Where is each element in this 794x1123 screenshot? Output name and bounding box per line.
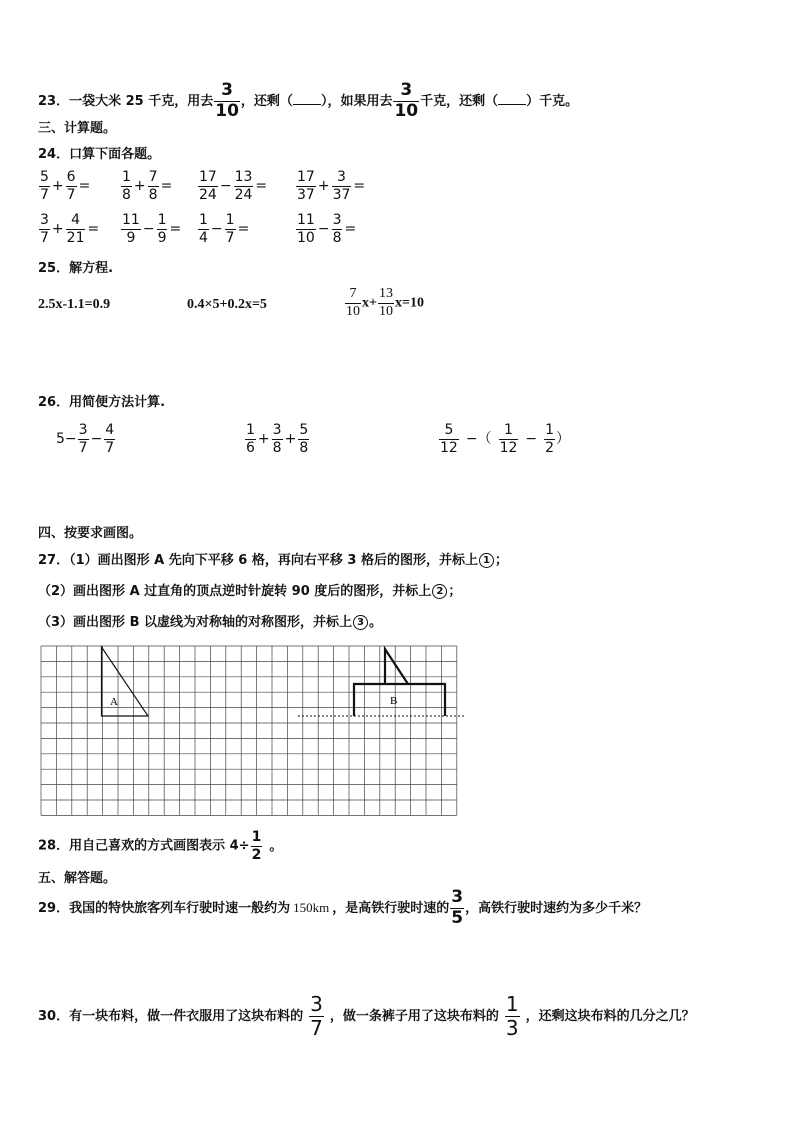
operator: ） <box>556 431 571 448</box>
question-text: ； <box>494 553 508 568</box>
question-text: 。 <box>269 838 283 854</box>
fraction: $\frac{4}{21}$ <box>66 212 85 246</box>
section-4-heading: 四、按要求画图。 <box>38 526 143 541</box>
fraction: $\frac{1}{8}$ <box>122 169 131 203</box>
oral-calc-item <box>120 170 173 202</box>
equation-text: x+ <box>362 295 377 311</box>
operator: − <box>210 221 223 238</box>
oral-calc-item <box>38 170 91 202</box>
circled-number-2: 2 <box>432 584 447 599</box>
fraction: $\frac{7}{8}$ <box>148 169 158 203</box>
circled-number-3: 3 <box>353 615 368 630</box>
question-text: 千克，还剩（ <box>420 93 499 109</box>
fraction: $\frac{1}{3}$ <box>505 992 519 1040</box>
fraction: $\frac{3}{7}$ <box>78 422 88 456</box>
equation-text: x=10 <box>394 295 424 311</box>
oral-calc-item <box>295 170 366 202</box>
fraction: $\frac{1}{7}$ <box>225 212 235 246</box>
question-text: ，是高铁行驶时速的 <box>332 900 450 916</box>
section-5-heading: 五、解答题。 <box>38 871 117 886</box>
q27-part-3 <box>38 615 382 630</box>
oral-calc-item <box>120 213 182 245</box>
fraction: $\frac{3}{8}$ <box>332 212 342 246</box>
operator: − <box>142 221 155 238</box>
operator: + <box>284 431 297 448</box>
oral-calc-item <box>197 170 268 202</box>
equals-sign: = <box>237 221 250 238</box>
operator: − <box>317 221 330 238</box>
question-30 <box>38 994 695 1039</box>
fraction: $\frac{3}{7}$ <box>40 212 49 246</box>
oral-calc-item <box>295 213 357 245</box>
shape-b-top-triangle <box>385 649 408 684</box>
equals-sign: = <box>344 221 357 238</box>
equals-sign: = <box>169 221 182 238</box>
equals-sign: = <box>78 178 91 195</box>
question-23 <box>38 82 578 121</box>
fraction: $\frac{5}{12}$ <box>440 422 458 456</box>
q26-expression-2 <box>244 423 310 455</box>
question-text: ； <box>448 584 462 599</box>
equation-3 <box>344 287 424 319</box>
fraction: $\frac{1}{6}$ <box>246 422 255 456</box>
question-text: 30．有一块布料，做一件衣服用了这块布料的 <box>38 1009 304 1024</box>
q26-expression-3 <box>438 423 570 455</box>
equation-2: 0.4×5+0.2x=5 <box>187 297 267 312</box>
fraction: $\frac{6}{7}$ <box>66 169 76 203</box>
question-text: ），如果用去 <box>320 93 393 109</box>
expr-text: 5− <box>56 431 77 448</box>
fraction: $\frac{4}{7}$ <box>105 422 115 456</box>
equals-sign: = <box>87 221 100 238</box>
operator: −（ <box>465 431 492 448</box>
fraction: $\frac{1}{2}$ <box>251 829 262 863</box>
question-text: ，做一条裤子用了这块布料的 <box>329 1009 499 1024</box>
question-text: 一袋大米 25 千克，用去 <box>69 93 214 109</box>
fraction: $\frac{3}{8}$ <box>272 422 282 456</box>
operator: + <box>317 178 330 195</box>
equals-sign: = <box>255 178 268 195</box>
question-text: 。 <box>369 615 383 630</box>
fraction: $\frac{1}{9}$ <box>157 212 167 246</box>
shape-a-triangle <box>102 647 149 716</box>
q27-part-2 <box>38 584 461 599</box>
speed-value: 150km <box>293 899 330 915</box>
operator: − <box>219 178 232 195</box>
question-28 <box>38 830 282 862</box>
fraction: $\frac{17}{24}$ <box>199 169 217 203</box>
equals-sign: = <box>353 178 366 195</box>
question-text: ，还剩这块布料的几分之几？ <box>525 1009 695 1024</box>
circled-number-1: 1 <box>479 553 494 568</box>
question-text: （2）画出图形 A 过直角的顶点逆时针旋转 90 度后的图形，并标上 <box>38 584 432 599</box>
operator: + <box>51 221 64 238</box>
oral-calc-item <box>38 213 100 245</box>
section-3-heading: 三、计算题。 <box>38 121 117 136</box>
fraction: $\frac{13}{10}$ <box>378 286 393 319</box>
question-number: 23． <box>38 93 70 109</box>
question-text: ）千克。 <box>526 93 579 109</box>
operator: − <box>90 431 103 448</box>
question-29 <box>38 889 647 928</box>
question-25-title: 25．解方程. <box>38 261 114 276</box>
q27-part-1 <box>38 553 508 568</box>
fraction: $\frac{13}{24}$ <box>234 169 253 203</box>
fraction: $\frac{5}{7}$ <box>40 169 49 203</box>
answer-blank[interactable] <box>498 92 526 105</box>
answer-blank[interactable] <box>293 92 321 105</box>
fraction: $\frac{3}{5}$ <box>451 887 464 928</box>
question-text: ，高铁行驶时速约为多少千米？ <box>465 900 648 916</box>
fraction: $\frac{11}{10}$ <box>297 212 315 246</box>
fraction: $\frac{1}{4}$ <box>199 212 208 246</box>
fraction: $\frac{5}{8}$ <box>299 422 309 456</box>
equation-1: 2.5x-1.1=0.9 <box>38 297 111 312</box>
question-text: ，还剩（ <box>240 93 293 109</box>
drawing-grid[interactable] <box>40 645 466 820</box>
question-24-title: 24．口算下面各题。 <box>38 147 161 162</box>
fraction: $\frac{1}{12}$ <box>499 422 518 456</box>
fraction: $\frac{3}{7}$ <box>310 992 323 1040</box>
fraction: $\frac{3}{10}$ <box>394 80 419 121</box>
fraction: $\frac{3}{10}$ <box>215 80 239 121</box>
shape-b-label: B <box>390 695 398 707</box>
fraction: $\frac{1}{2}$ <box>545 422 555 456</box>
q26-expression-1 <box>56 423 116 455</box>
fraction: $\frac{11}{9}$ <box>122 212 140 246</box>
question-text: （3）画出图形 B 以虚线为对称轴的对称图形，并标上 <box>38 615 353 630</box>
shape-b-outline <box>354 684 445 716</box>
oral-calc-item <box>197 213 250 245</box>
question-text: 28．用自己喜欢的方式画图表示 4÷ <box>38 838 250 854</box>
equals-sign: = <box>160 178 173 195</box>
operator: + <box>133 178 146 195</box>
fraction: $\frac{7}{10}$ <box>346 286 360 319</box>
grid-lines <box>41 646 457 815</box>
operator: + <box>51 178 64 195</box>
operator: − <box>525 431 538 448</box>
question-text: 29．我国的特快旅客列车行驶时速一般约为 <box>38 900 291 916</box>
fraction: $\frac{17}{37}$ <box>297 169 315 203</box>
question-text: 27．（1）画出图形 A 先向下平移 6 格，再向右平移 3 格后的图形，并标上 <box>38 553 478 568</box>
fraction: $\frac{3}{37}$ <box>332 169 351 203</box>
question-26-title: 26．用简便方法计算. <box>38 395 166 410</box>
operator: + <box>257 431 270 448</box>
shape-a-label: A <box>110 696 118 708</box>
